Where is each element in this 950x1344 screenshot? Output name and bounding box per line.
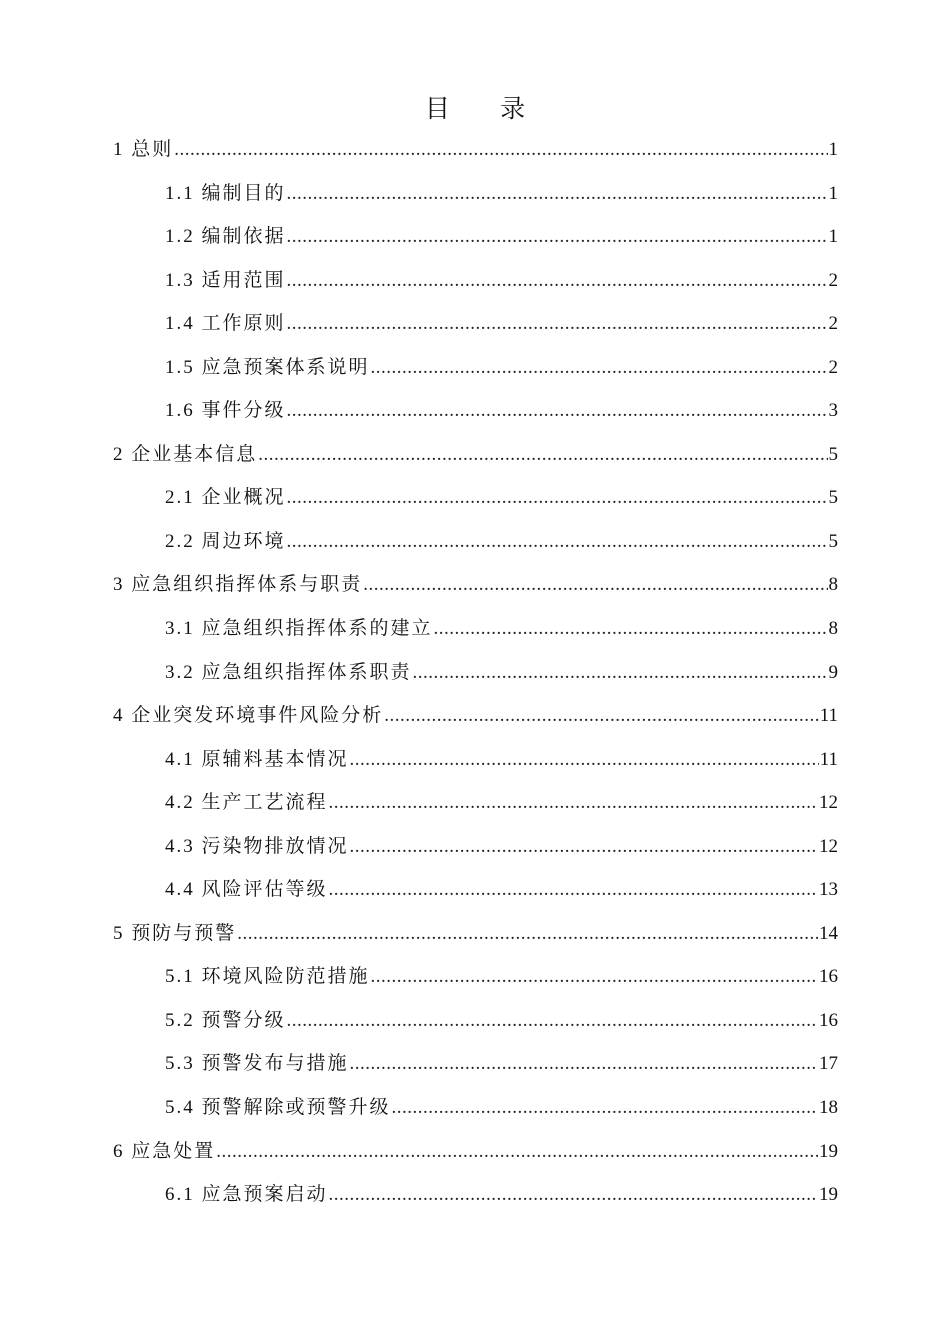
toc-page-number: 19 [819, 1184, 838, 1206]
toc-dot-leader [371, 346, 828, 390]
toc-section-entry[interactable] [113, 955, 838, 999]
toc-dot-leader [287, 389, 828, 433]
toc-page-number: 8 [828, 574, 838, 596]
toc-entry-title: 2.2 周边环境 [165, 530, 286, 552]
toc-dot-leader [350, 825, 818, 869]
toc-entry-title: 5.2 预警分级 [165, 1009, 286, 1031]
toc-page-number: 8 [828, 618, 838, 640]
toc-page-number: 16 [819, 1009, 838, 1031]
toc-title: 目 录 [424, 96, 548, 123]
toc-entry-title: 5.3 预警发布与措施 [165, 1053, 349, 1075]
toc-chapter-entry[interactable] [113, 1130, 838, 1174]
toc-page-number: 17 [819, 1053, 838, 1075]
toc-section-entry[interactable] [113, 738, 838, 782]
toc-entry-title: 2 企业基本信息 [113, 443, 258, 465]
toc-page-number: 12 [819, 792, 838, 814]
toc-entry-title: 1.5 应急预案体系说明 [165, 356, 370, 378]
toc-page-number: 12 [819, 835, 838, 857]
toc-page-number: 1 [828, 226, 838, 248]
toc-section-entry[interactable] [113, 346, 838, 390]
toc-section-entry[interactable] [113, 389, 838, 433]
toc-entry-title: 1.2 编制依据 [165, 226, 286, 248]
toc-entry-title: 3.2 应急组织指挥体系职责 [165, 661, 412, 683]
toc-page-number: 11 [819, 748, 838, 770]
toc-dot-leader [434, 607, 828, 651]
toc-dot-leader [216, 1130, 818, 1174]
toc-entry-title: 3 应急组织指挥体系与职责 [113, 574, 363, 596]
toc-section-entry[interactable] [113, 607, 838, 651]
toc-chapter-entry[interactable] [113, 563, 838, 607]
toc-section-entry[interactable] [113, 259, 838, 303]
toc-entry-title: 5 预防与预警 [113, 922, 237, 944]
toc-dot-leader [329, 781, 818, 825]
toc-dot-leader [258, 433, 827, 477]
toc-page-number: 14 [819, 922, 838, 944]
toc-dot-leader [287, 259, 828, 303]
toc-section-entry[interactable] [113, 868, 838, 912]
toc-section-entry[interactable] [113, 1086, 838, 1130]
toc-entry-title: 5.4 预警解除或预警升级 [165, 1097, 391, 1119]
toc-dot-leader [350, 1042, 818, 1086]
toc-dot-leader [287, 999, 818, 1043]
toc-section-entry[interactable] [113, 172, 838, 216]
toc-section-entry[interactable] [113, 999, 838, 1043]
toc-dot-leader [287, 172, 828, 216]
toc-entry-title: 1 总则 [113, 139, 174, 160]
toc-entry-title: 4.1 原辅料基本情况 [165, 748, 349, 770]
toc-chapter-entry[interactable] [113, 694, 838, 738]
toc-entry-title: 1.3 适用范围 [165, 269, 286, 291]
toc-chapter-entry[interactable] [113, 128, 838, 172]
toc-dot-leader [174, 128, 827, 172]
toc-dot-leader [237, 912, 818, 956]
toc-dot-leader [287, 302, 828, 346]
toc-page-number: 11 [819, 705, 838, 727]
toc-entry-title: 6.1 应急预案启动 [165, 1184, 328, 1206]
toc-section-entry[interactable] [113, 1173, 838, 1217]
toc-page-number: 19 [819, 1140, 838, 1162]
toc-entry-title: 4.2 生产工艺流程 [165, 792, 328, 814]
toc-entry-title: 1.1 编制目的 [165, 182, 286, 204]
toc-dot-leader [413, 651, 828, 695]
toc-page-number: 2 [828, 356, 838, 378]
toc-page-number: 13 [819, 879, 838, 901]
toc-dot-leader [384, 694, 818, 738]
toc-dot-leader [350, 738, 819, 782]
toc-dot-leader [392, 1086, 818, 1130]
toc-dot-leader [371, 955, 818, 999]
toc-entry-title: 3.1 应急组织指挥体系的建立 [165, 618, 433, 640]
toc-dot-leader [329, 1173, 818, 1217]
toc-entry-title: 2.1 企业概况 [165, 487, 286, 509]
toc-page-number: 2 [828, 313, 838, 335]
toc-list [113, 128, 838, 1217]
toc-entry-title: 1.6 事件分级 [165, 400, 286, 422]
toc-section-entry[interactable] [113, 1042, 838, 1086]
toc-dot-leader [287, 215, 828, 259]
toc-section-entry[interactable] [113, 781, 838, 825]
toc-chapter-entry[interactable] [113, 433, 838, 477]
toc-section-entry[interactable] [113, 215, 838, 259]
toc-entry-title: 4 企业突发环境事件风险分析 [113, 705, 384, 727]
toc-page-number: 16 [819, 966, 838, 988]
toc-section-entry[interactable] [113, 302, 838, 346]
toc-section-entry[interactable] [113, 520, 838, 564]
toc-section-entry[interactable] [113, 825, 838, 869]
toc-page-number: 5 [828, 443, 838, 465]
toc-dot-leader [363, 563, 827, 607]
toc-entry-title: 4.4 风险评估等级 [165, 879, 328, 901]
toc-dot-leader [287, 520, 828, 564]
toc-dot-leader [329, 868, 818, 912]
toc-entry-title: 4.3 污染物排放情况 [165, 835, 349, 857]
toc-page-number: 5 [828, 530, 838, 552]
toc-page-number: 9 [828, 661, 838, 683]
toc-page-number: 18 [819, 1097, 838, 1119]
toc-entry-title: 5.1 环境风险防范措施 [165, 966, 370, 988]
toc-page-number: 2 [828, 269, 838, 291]
toc-page-number: 1 [828, 182, 838, 204]
toc-chapter-entry[interactable] [113, 912, 838, 956]
toc-entry-title: 6 应急处置 [113, 1140, 216, 1162]
toc-page-number: 5 [828, 487, 838, 509]
toc-page-number: 1 [828, 139, 838, 160]
toc-section-entry[interactable] [113, 651, 838, 695]
toc-entry-title: 1.4 工作原则 [165, 313, 286, 335]
toc-section-entry[interactable] [113, 476, 838, 520]
toc-dot-leader [287, 476, 828, 520]
toc-page-number: 3 [828, 400, 838, 422]
